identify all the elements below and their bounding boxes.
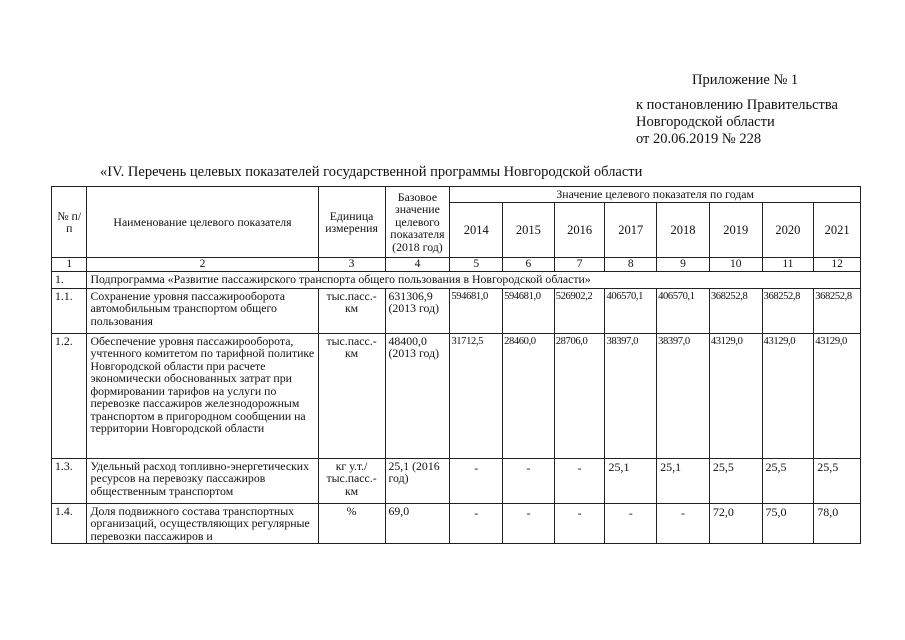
column-number: 7 xyxy=(554,258,605,272)
row-base: 25,1 (2016 год) xyxy=(385,458,450,503)
header-values-by-year: Значение целевого показателя по годам xyxy=(450,187,861,203)
row-value: - xyxy=(554,503,605,544)
table-row xyxy=(52,458,861,503)
row-value: 38397,0 xyxy=(657,333,710,458)
row-base: 69,0 xyxy=(385,503,450,544)
row-name: Доля подвижного состава транспортных организаций, осуществляющих регулярные перевозки пассажиров и xyxy=(87,503,318,544)
appendix-block xyxy=(636,72,838,148)
column-number: 1 xyxy=(52,258,87,272)
row-value: 368252,8 xyxy=(814,288,861,333)
row-value: - xyxy=(503,458,555,503)
row-value: - xyxy=(450,503,503,544)
column-number-row xyxy=(52,258,861,272)
row-value: 43129,0 xyxy=(762,333,814,458)
header-year: 2018 xyxy=(657,203,710,258)
appendix-line-2: Новгородской области xyxy=(636,114,775,130)
row-value: 75,0 xyxy=(762,503,814,544)
row-value: 368252,8 xyxy=(762,288,814,333)
column-number: 10 xyxy=(709,258,762,272)
row-base: 631306,9 (2013 год) xyxy=(385,288,450,333)
header-year: 2015 xyxy=(503,203,555,258)
row-value: - xyxy=(605,503,657,544)
row-value: 594681,0 xyxy=(503,288,555,333)
header-base: Базовое значение целевого показателя (2018 год) xyxy=(385,187,450,258)
appendix-title: Приложение № 1 xyxy=(692,72,799,88)
table-row xyxy=(52,333,861,458)
column-number: 12 xyxy=(814,258,861,272)
column-number: 9 xyxy=(657,258,710,272)
row-value: 31712,5 xyxy=(450,333,503,458)
row-value: 43129,0 xyxy=(814,333,861,458)
table-row xyxy=(52,503,861,544)
row-num: 1.3. xyxy=(52,458,87,503)
column-number: 5 xyxy=(450,258,503,272)
row-value: 406570,1 xyxy=(657,288,710,333)
subprogram-title: Подпрограмма «Развитие пассажирского транспорта общего пользования в Новгородской области» xyxy=(87,271,861,288)
row-value: 38397,0 xyxy=(605,333,657,458)
row-value: 28706,0 xyxy=(554,333,605,458)
row-unit: тыс.пасс.-км xyxy=(318,288,385,333)
row-value: - xyxy=(503,503,555,544)
indicators-table xyxy=(51,186,861,544)
row-num: 1.4. xyxy=(52,503,87,544)
row-value: 28460,0 xyxy=(503,333,555,458)
row-value: 72,0 xyxy=(709,503,762,544)
row-value: - xyxy=(554,458,605,503)
row-name: Обеспечение уровня пассажирооборота, учтенного комитетом по тарифной политике Новгородской области при расчете экономически обоснованных затрат при формировании тарифов на услуги по перевозке пассажиров железнодорожным транспортом в пригородном сообщении на территории Новгородской области xyxy=(87,333,318,458)
row-value: - xyxy=(657,503,710,544)
column-number: 11 xyxy=(762,258,814,272)
row-value: - xyxy=(450,458,503,503)
row-value: 25,5 xyxy=(814,458,861,503)
column-number: 2 xyxy=(87,258,318,272)
subprogram-row xyxy=(52,271,861,288)
header-num: № п/п xyxy=(52,187,87,258)
table-row xyxy=(52,288,861,333)
column-number: 3 xyxy=(318,258,385,272)
row-value: 43129,0 xyxy=(709,333,762,458)
column-number: 4 xyxy=(385,258,450,272)
row-value: 25,5 xyxy=(709,458,762,503)
header-year: 2019 xyxy=(709,203,762,258)
header-year: 2021 xyxy=(814,203,861,258)
row-value: 25,5 xyxy=(762,458,814,503)
section-heading: «IV. Перечень целевых показателей государственной программы Новгородской области xyxy=(100,164,643,180)
header-year: 2016 xyxy=(554,203,605,258)
header-unit: Единица измерения xyxy=(318,187,385,258)
header-year: 2017 xyxy=(605,203,657,258)
row-value: 594681,0 xyxy=(450,288,503,333)
row-name: Сохранение уровня пассажирооборота автомобильным транспортом общего пользования xyxy=(87,288,318,333)
row-name: Удельный расход топливно-энергетических ресурсов на перевозку пассажиров общественным транспортом xyxy=(87,458,318,503)
subprogram-num: 1. xyxy=(52,271,87,288)
row-unit: тыс.пасс.-км xyxy=(318,333,385,458)
row-num: 1.2. xyxy=(52,333,87,458)
row-value: 406570,1 xyxy=(605,288,657,333)
column-number: 6 xyxy=(503,258,555,272)
row-base: 48400,0 (2013 год) xyxy=(385,333,450,458)
row-value: 368252,8 xyxy=(709,288,762,333)
row-value: 78,0 xyxy=(814,503,861,544)
appendix-line-1: к постановлению Правительства xyxy=(636,97,838,113)
row-unit: кг у.т./ тыс.пасс.-км xyxy=(318,458,385,503)
row-value: 25,1 xyxy=(605,458,657,503)
column-number: 8 xyxy=(605,258,657,272)
header-year: 2014 xyxy=(450,203,503,258)
header-year: 2020 xyxy=(762,203,814,258)
appendix-line-3: от 20.06.2019 № 228 xyxy=(636,131,762,147)
row-value: 25,1 xyxy=(657,458,710,503)
row-num: 1.1. xyxy=(52,288,87,333)
row-unit: % xyxy=(318,503,385,544)
row-value: 526902,2 xyxy=(554,288,605,333)
header-name: Наименование целевого показателя xyxy=(87,187,318,258)
